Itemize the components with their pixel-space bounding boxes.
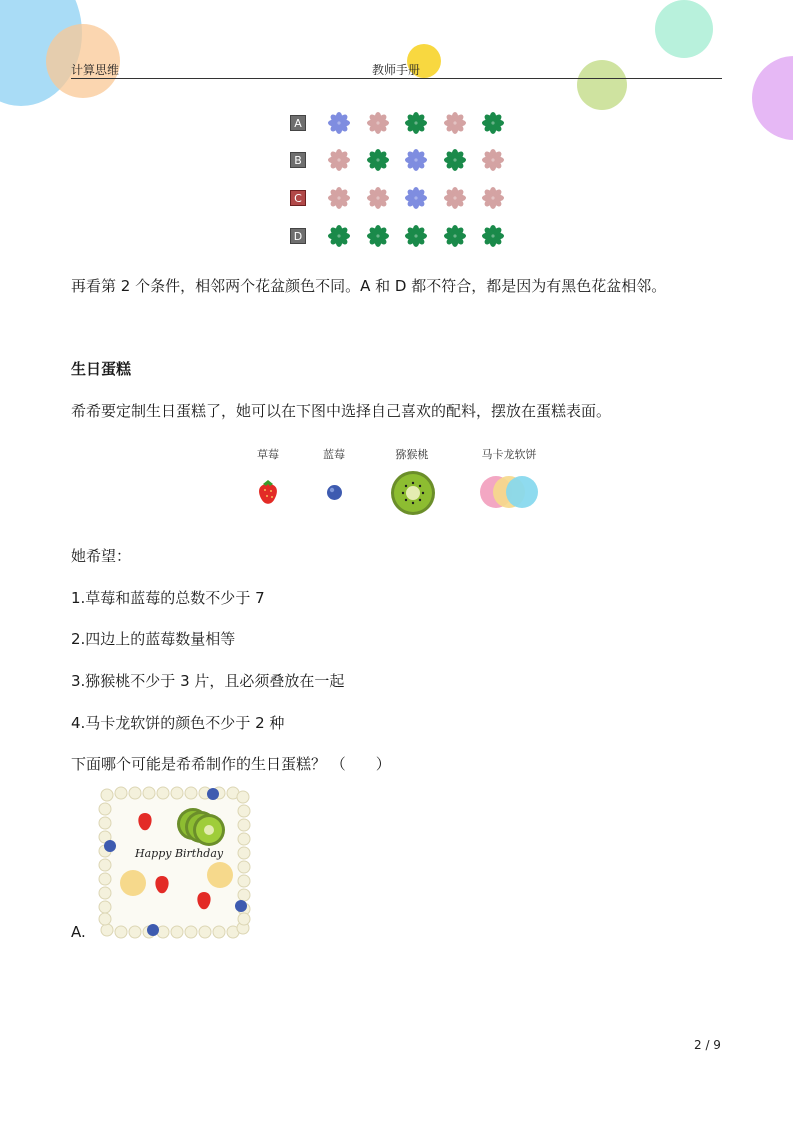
row-label: B <box>290 152 306 168</box>
section-title: 生日蛋糕 <box>71 360 132 378</box>
condition-1: 1.草莓和蓝莓的总数不少于 7 <box>71 589 265 607</box>
macaron-icon <box>478 474 542 510</box>
header-divider <box>71 78 722 79</box>
flower-pink-icon <box>367 112 389 134</box>
flower-green-icon <box>328 225 350 247</box>
flower-row-d <box>290 225 520 247</box>
flower-blue-icon <box>405 187 427 209</box>
question-text: 下面哪个可能是希希制作的生日蛋糕？ （ ） <box>71 755 391 773</box>
intro-text: 希希要定制生日蛋糕了，她可以在下图中选择自己喜欢的配料，摆放在蛋糕表面。 <box>71 402 612 420</box>
flower-blue-icon <box>328 112 350 134</box>
explanation-text: 再看第 2 个条件，相邻两个花盆颜色不同。A 和 D 都不符合，都是因为有黑色花盆相邻。 <box>71 277 667 295</box>
cake-inscription: Happy Birthday <box>135 847 224 860</box>
row-label: A <box>290 115 306 131</box>
row-label: D <box>290 228 306 244</box>
wish-title: 她希望： <box>71 547 132 565</box>
kiwi-icon <box>390 470 436 516</box>
row-label: C <box>290 190 306 206</box>
condition-3: 3.猕猴桃不少于 3 片，且必须叠放在一起 <box>71 672 345 690</box>
deco-circle-lilac <box>752 56 793 140</box>
flower-row-c <box>290 187 520 209</box>
topping-label-strawberry: 草莓 <box>257 448 279 461</box>
option-a-label: A. <box>71 923 86 941</box>
topping-label-kiwi: 猕猴桃 <box>395 448 429 461</box>
condition-4: 4.马卡龙软饼的颜色不少于 2 种 <box>71 714 285 732</box>
deco-circle-mint <box>655 0 713 58</box>
flower-pink-icon <box>367 187 389 209</box>
blueberry-icon <box>326 484 343 501</box>
header-title-center: 教师手册 <box>372 63 421 77</box>
page-number: 2 / 9 <box>694 1038 721 1052</box>
topping-label-blueberry: 蓝莓 <box>323 448 345 461</box>
flower-blue-icon <box>405 149 427 171</box>
flower-green-icon <box>482 112 504 134</box>
flower-pink-icon <box>482 149 504 171</box>
flower-green-icon <box>482 225 504 247</box>
topping-label-macaron: 马卡龙软饼 <box>481 448 537 461</box>
flower-green-icon <box>444 225 466 247</box>
flower-green-icon <box>367 149 389 171</box>
cake-option-a[interactable] <box>97 785 252 940</box>
flower-green-icon <box>405 225 427 247</box>
flower-green-icon <box>367 225 389 247</box>
flower-green-icon <box>444 149 466 171</box>
flower-pink-icon <box>482 187 504 209</box>
flower-pink-icon <box>444 112 466 134</box>
deco-circle-lime <box>577 60 627 110</box>
flower-pink-icon <box>444 187 466 209</box>
flower-row-a <box>290 112 520 134</box>
flower-pink-icon <box>328 187 350 209</box>
flower-pink-icon <box>328 149 350 171</box>
strawberry-icon <box>254 478 282 508</box>
flower-green-icon <box>405 112 427 134</box>
condition-2: 2.四边上的蓝莓数量相等 <box>71 630 236 648</box>
flower-row-b <box>290 149 520 171</box>
header-title-left: 计算思维 <box>71 63 120 77</box>
